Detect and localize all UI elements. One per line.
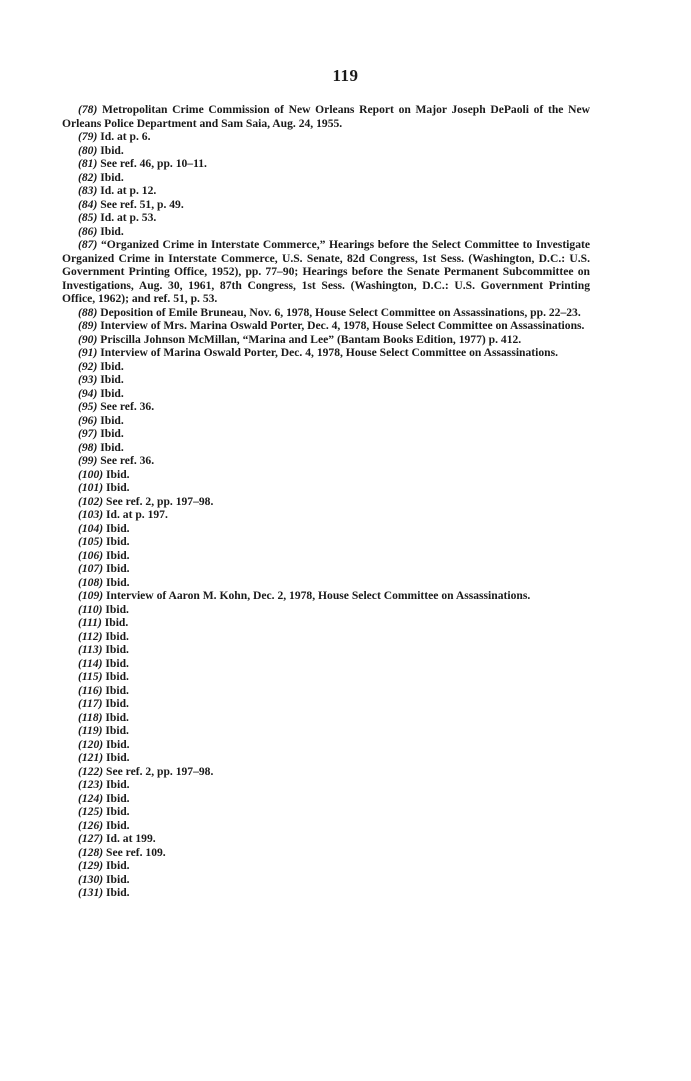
reference-text: Ibid. [106,805,130,818]
reference-text: “Organized Crime in Interstate Commerce,” Hearings before the Select Committee to Investigate Organized Crime in Interstate Commerce, U.S. Senate, 82d Congress, 1st Sess. (Washington, D.C.: U.S. Government Printing Office, 1952), pp. 77–90; Hearings before the Senate Permanent Subcommittee on Investigations, Aug. 30, 1961, 87th Congress, 1st Sess. (Washington, D.C.: U.S. Government Printing Office, 1962); and ref. 51, p. 53. [62,238,591,305]
reference-number: (114) [78,656,103,670]
reference-number: (79) [78,130,98,143]
reference-number: (81) [78,157,98,170]
reference-note [62,711,590,725]
reference-number: (94) [78,386,98,400]
reference-text: Ibid. [106,481,130,494]
reference-number: (116) [78,683,103,697]
reference-text: Interview of Marina Oswald Porter, Dec. 4, 1978, House Select Committee on Assassinations. [100,346,559,359]
reference-note [62,522,590,536]
reference-number: (131) [78,886,104,899]
reference-note [62,724,590,738]
reference-text: See ref. 2, pp. 197–98. [106,494,214,508]
reference-note [62,495,590,509]
reference-text: See ref. 36. [100,400,155,413]
reference-text: Ibid. [100,373,124,386]
reference-number: (88) [78,305,98,319]
reference-text: Ibid. [106,521,130,535]
reference-number: (83) [78,184,98,197]
reference-note [62,805,590,819]
reference-text: Ibid. [104,616,129,629]
reference-note [62,508,590,522]
reference-note [62,859,590,873]
reference-note [62,184,590,198]
reference-text: Ibid. [105,602,129,616]
reference-text: Ibid. [106,562,130,575]
reference-note [62,670,590,684]
reference-note [62,481,590,495]
reference-text: Ibid. [106,872,130,886]
reference-number: (118) [78,710,103,724]
reference-number: (99) [78,454,98,467]
reference-note [62,211,590,225]
reference-note [62,373,590,387]
reference-number: (126) [78,818,104,832]
reference-note [62,765,590,779]
reference-number: (89) [78,319,98,332]
reference-text: Id. at 199. [106,832,156,845]
reference-text: Ibid. [100,143,124,157]
reference-number: (90) [78,332,98,346]
reference-note [62,657,590,671]
reference-number: (105) [78,535,104,548]
page-number: 119 [332,66,359,85]
reference-text: Ibid. [100,427,124,440]
reference-number: (78) [78,103,98,116]
reference-text: Id. at p. 6. [100,130,151,143]
reference-text: Ibid. [100,440,124,454]
reference-text: Ibid. [106,751,130,764]
reference-number: (102) [78,494,104,508]
reference-text: Ibid. [106,575,130,589]
reference-number: (123) [78,778,104,791]
reference-text: Id. at p. 197. [106,508,168,521]
reference-note [62,103,590,130]
reference-text: Interview of Mrs. Marina Oswald Porter, Dec. 4, 1978, House Select Committee on Assassinations. [100,319,585,332]
reference-text: Id. at p. 53. [100,211,157,224]
reference-note [62,886,590,900]
reference-note [62,157,590,171]
reference-number: (122) [78,764,104,778]
reference-number: (127) [78,832,104,845]
reference-number: (117) [78,697,103,710]
reference-text: See ref. 109. [106,845,166,859]
reference-text: Ibid. [105,724,129,737]
reference-number: (87) [78,238,98,251]
reference-note [62,360,590,374]
reference-number: (108) [78,575,104,589]
reference-text: Ibid. [100,359,124,373]
reference-number: (93) [78,373,98,386]
reference-text: Id. at p. 12. [100,184,157,197]
reference-text: See ref. 2, pp. 197–98. [106,764,214,778]
reference-note [62,684,590,698]
reference-note [62,225,590,239]
reference-text: Ibid. [105,643,129,656]
reference-note [62,819,590,833]
reference-text: Ibid. [100,413,124,427]
reference-text: Ibid. [105,629,129,643]
reference-notes [62,103,590,900]
reference-number: (129) [78,859,104,872]
reference-note [62,319,590,333]
reference-number: (95) [78,400,98,413]
reference-note [62,832,590,846]
reference-number: (107) [78,562,104,575]
reference-text: Ibid. [106,886,130,899]
reference-text: Deposition of Emile Bruneau, Nov. 6, 1978, House Select Committee on Assassinations, pp. 22–23. [100,305,581,319]
reference-note [62,130,590,144]
reference-number: (84) [78,197,98,211]
reference-number: (86) [78,224,98,238]
reference-text: Interview of Aaron M. Kohn, Dec. 2, 1978, House Select Committee on Assassinations. [106,589,531,602]
reference-note [62,576,590,590]
reference-number: (130) [78,872,104,886]
reference-number: (85) [78,211,98,224]
reference-text: Ibid. [105,697,129,710]
reference-note [62,643,590,657]
reference-note [62,873,590,887]
reference-note [62,778,590,792]
reference-text: Ibid. [105,710,129,724]
reference-number: (106) [78,548,104,562]
reference-number: (82) [78,170,98,184]
reference-number: (111) [78,616,102,629]
reference-note [62,427,590,441]
reference-text: See ref. 36. [100,454,155,467]
reference-text: See ref. 46, pp. 10–11. [100,157,207,170]
reference-number: (128) [78,845,104,859]
reference-note [62,792,590,806]
reference-note [62,198,590,212]
reference-number: (119) [78,724,103,737]
reference-note [62,603,590,617]
reference-note [62,589,590,603]
reference-note [62,846,590,860]
reference-number: (98) [78,440,98,454]
reference-text: Ibid. [106,548,130,562]
reference-number: (91) [78,346,98,359]
reference-note [62,441,590,455]
reference-number: (125) [78,805,104,818]
reference-text: Ibid. [100,386,124,400]
reference-number: (112) [78,629,103,643]
reference-number: (104) [78,521,104,535]
reference-text: Ibid. [106,778,130,791]
reference-text: See ref. 51, p. 49. [100,197,184,211]
reference-text: Ibid. [105,683,129,697]
reference-number: (96) [78,413,98,427]
reference-number: (121) [78,751,104,764]
reference-note [62,400,590,414]
reference-number: (100) [78,467,104,481]
reference-text: Ibid. [100,224,124,238]
reference-number: (110) [78,602,103,616]
reference-text: Metropolitan Crime Commission of New Orleans Report on Major Joseph DePaoli of the New Orleans Police Department and Sam Saia, Aug. 24, 1955. [62,103,590,130]
reference-number: (124) [78,791,104,805]
reference-number: (101) [78,481,104,494]
reference-note [62,562,590,576]
reference-note [62,697,590,711]
reference-note [62,468,590,482]
reference-note [62,751,590,765]
reference-text: Ibid. [105,656,129,670]
reference-number: (97) [78,427,98,440]
reference-text: Ibid. [106,737,130,751]
reference-number: (109) [78,589,104,602]
reference-number: (92) [78,359,98,373]
reference-text: Ibid. [105,670,129,683]
reference-note [62,549,590,563]
reference-text: Ibid. [106,859,130,872]
reference-text: Priscilla Johnson McMillan, “Marina and Lee” (Bantam Books Edition, 1977) p. 412. [100,332,522,346]
reference-number: (120) [78,737,104,751]
reference-number: (113) [78,643,103,656]
reference-note [62,454,590,468]
reference-note [62,387,590,401]
reference-text: Ibid. [106,818,130,832]
reference-text: Ibid. [106,535,130,548]
reference-note [62,333,590,347]
reference-note [62,144,590,158]
reference-text: Ibid. [100,170,124,184]
reference-note [62,238,590,306]
reference-number: (80) [78,143,98,157]
reference-note [62,535,590,549]
reference-note [62,630,590,644]
reference-note [62,414,590,428]
reference-note [62,346,590,360]
reference-note [62,306,590,320]
reference-text: Ibid. [106,467,130,481]
reference-note [62,616,590,630]
reference-note [62,171,590,185]
reference-number: (103) [78,508,104,521]
reference-text: Ibid. [106,791,130,805]
reference-note [62,738,590,752]
reference-number: (115) [78,670,103,683]
